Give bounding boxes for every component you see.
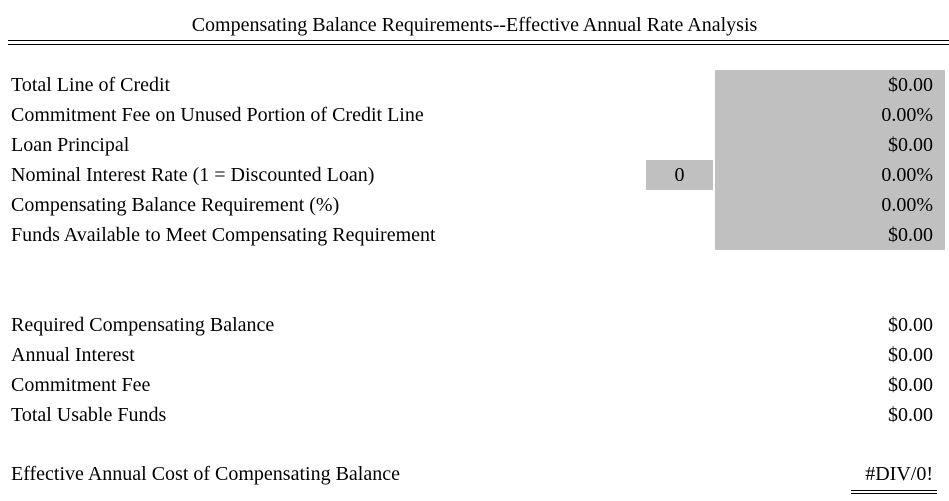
- output-row-commitment-fee: [0, 370, 949, 400]
- value-nominal-interest-rate: 0.00%: [881, 164, 933, 186]
- output-cell-annual-interest[interactable]: [715, 340, 945, 370]
- page-title: Compensating Balance Requirements--Effective Annual Rate Analysis: [191, 14, 758, 36]
- output-cell-required-compensating-balance[interactable]: [715, 310, 945, 340]
- input-row-funds-available: [0, 220, 949, 250]
- input-cell-discounted-loan-flag[interactable]: [646, 160, 713, 190]
- output-row-annual-interest: [0, 340, 949, 370]
- output-cell-commitment-fee[interactable]: [715, 370, 945, 400]
- input-row-commitment-fee-rate: [0, 100, 949, 130]
- input-cell-compensating-balance-requirement[interactable]: [715, 190, 945, 220]
- label-compensating-balance-requirement: Compensating Balance Requirement (%): [11, 194, 340, 216]
- value-compensating-balance-requirement: 0.00%: [881, 194, 933, 216]
- output-row-total-usable-funds: [0, 400, 949, 430]
- value-total-line-of-credit: $0.00: [888, 74, 933, 96]
- label-required-compensating-balance: Required Compensating Balance: [11, 314, 275, 336]
- output-cell-total-usable-funds[interactable]: [715, 400, 945, 430]
- value-loan-principal: $0.00: [888, 134, 933, 156]
- label-effective-annual-cost: Effective Annual Cost of Compensating Balance: [11, 463, 400, 485]
- input-cell-commitment-fee-rate[interactable]: [715, 100, 945, 130]
- input-row-nominal-rate: [0, 160, 949, 190]
- label-total-line-of-credit: Total Line of Credit: [11, 74, 171, 96]
- input-row-total-line: [0, 70, 949, 100]
- result-cell-effective-annual-cost[interactable]: [715, 459, 945, 489]
- result-double-underline: [851, 490, 937, 494]
- input-row-loan-principal: [0, 130, 949, 160]
- title-double-underline: [8, 40, 949, 45]
- input-cell-loan-principal[interactable]: [715, 130, 945, 160]
- value-total-usable-funds: $0.00: [888, 404, 933, 426]
- label-nominal-interest-rate: Nominal Interest Rate (1 = Discounted Loan): [11, 164, 375, 186]
- input-cell-nominal-interest-rate[interactable]: [715, 160, 945, 190]
- output-row-required-balance: [0, 310, 949, 340]
- value-annual-interest: $0.00: [888, 344, 933, 366]
- label-funds-available: Funds Available to Meet Compensating Requirement: [11, 224, 436, 246]
- label-annual-interest: Annual Interest: [11, 344, 135, 366]
- label-commitment-fee: Commitment Fee: [11, 374, 151, 396]
- label-total-usable-funds: Total Usable Funds: [11, 404, 167, 426]
- input-cell-funds-available[interactable]: [715, 220, 945, 250]
- label-loan-principal: Loan Principal: [11, 134, 130, 156]
- value-required-compensating-balance: $0.00: [888, 314, 933, 336]
- value-effective-annual-cost: #DIV/0!: [865, 463, 933, 485]
- result-row-effective-annual-cost: [0, 459, 949, 489]
- value-funds-available: $0.00: [888, 224, 933, 246]
- input-cell-total-line-of-credit[interactable]: [715, 70, 945, 100]
- value-discounted-loan-flag: 0: [674, 164, 685, 186]
- value-commitment-fee: $0.00: [888, 374, 933, 396]
- label-commitment-fee-rate: Commitment Fee on Unused Portion of Credit Line: [11, 104, 424, 126]
- input-row-comp-balance-req: [0, 190, 949, 220]
- value-commitment-fee-rate: 0.00%: [881, 104, 933, 126]
